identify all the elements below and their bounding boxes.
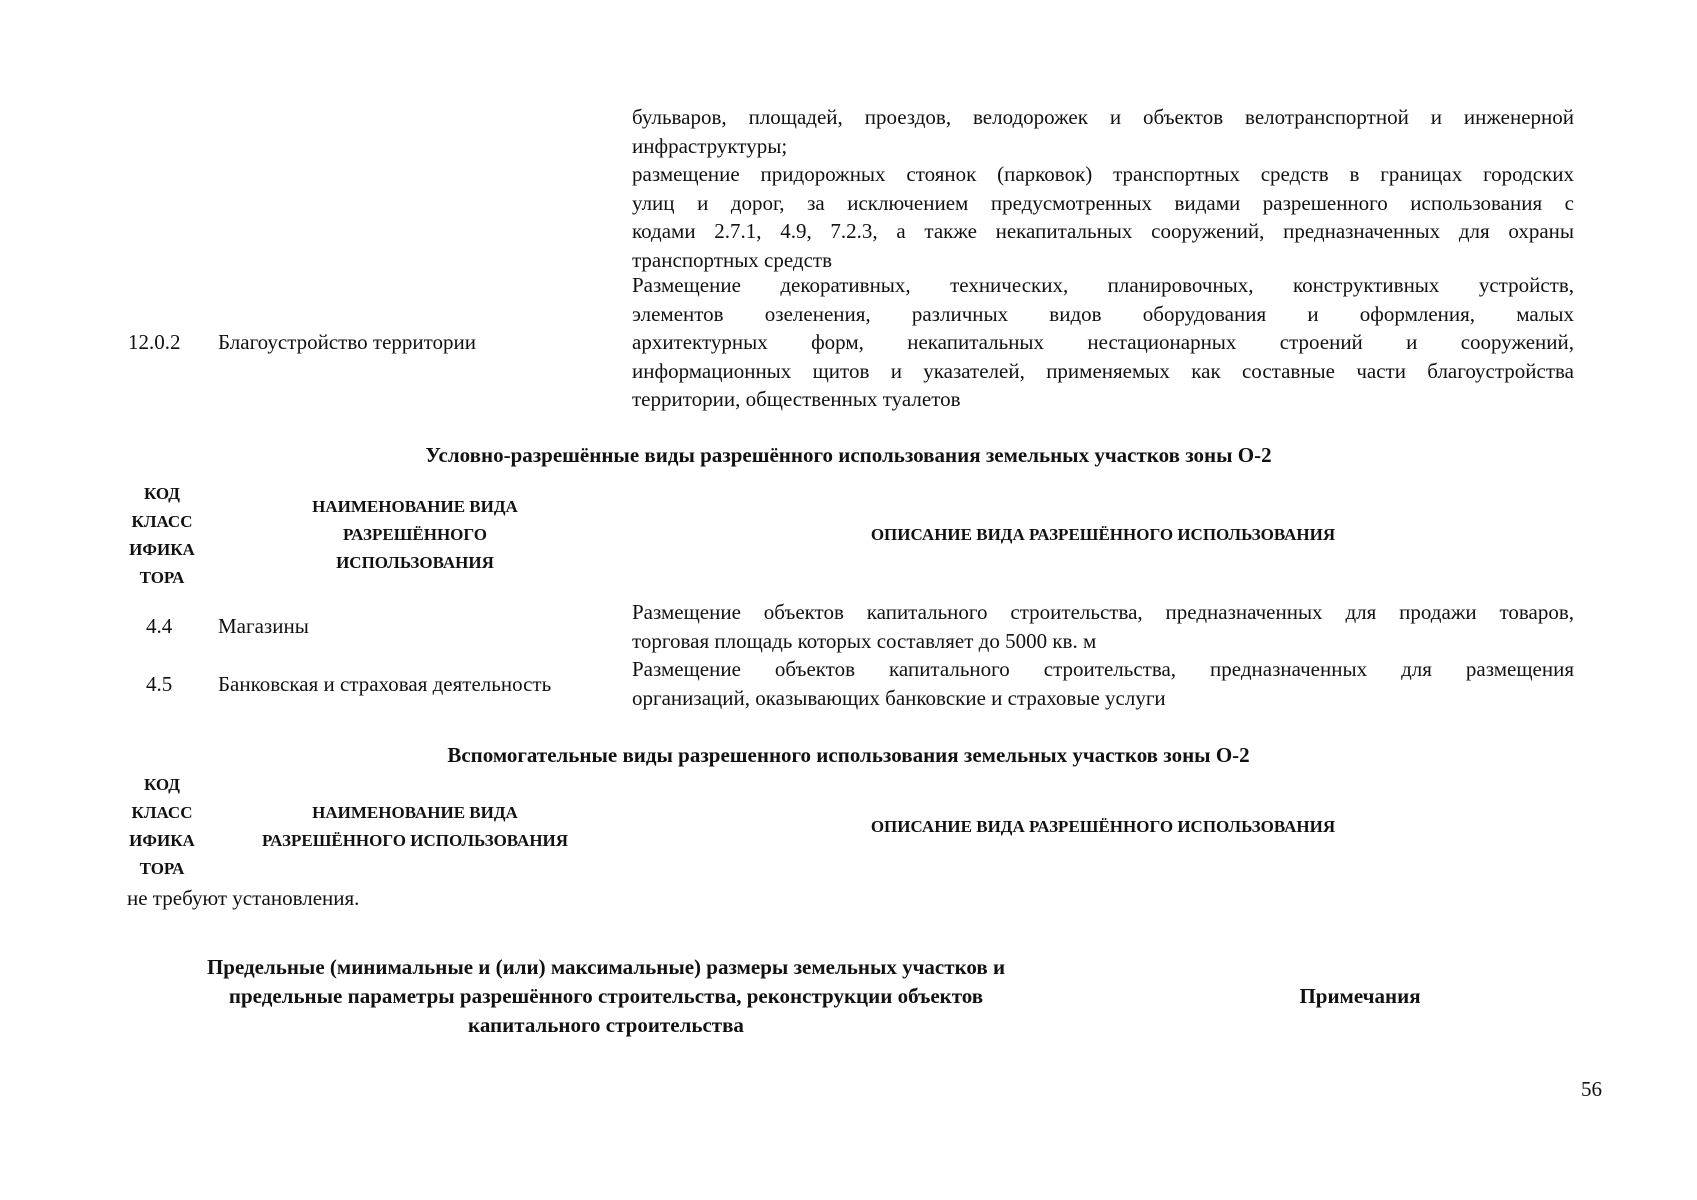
- row-name: Банковская и страховая деятельность: [218, 672, 552, 696]
- section-title-auxiliary: Вспомогательные виды разрешенного использования земельных участков зоны О-2: [447, 743, 1250, 767]
- text-line: бульваров, площадей, проездов, велодорожек и объектов велотранспортной и инженерной: [632, 105, 1574, 129]
- text-line: территории, общественных туалетов: [632, 387, 961, 411]
- text-line: элементов озеленения, различных видов оборудования и оформления, малых: [632, 301, 1574, 326]
- text-line: архитектурных форм, некапитальных нестационарных строений и сооружений,: [632, 330, 1574, 354]
- header-description: ОПИСАНИЕ ВИДА РАЗРЕШЁННОГО ИСПОЛЬЗОВАНИЯ: [870, 817, 1336, 836]
- text-line: торговая площадь которых составляет до 5000 кв. м: [632, 628, 1097, 653]
- header-code: КОД КЛАСС ИФИКА ТОРА: [129, 775, 195, 878]
- section-title-conditional: Условно-разрешённые виды разрешённого использования земельных участков зоны О-2: [425, 443, 1272, 467]
- limits-title: Предельные (минимальные и (или) максимальные) размеры земельных участков и предельные параметры разрешённого строительства, реконструкции объектов капитального строительства: [206, 955, 1006, 1037]
- top-row-description: [632, 103, 1574, 274]
- header-code: КОД КЛАСС ИФИКА ТОРА: [129, 484, 195, 587]
- text-line: информационных щитов и указателей, применяемых как составные части благоустройства: [632, 358, 1574, 383]
- text-line: кодами 2.7.1, 4.9, 7.2.3, а также некапитальных сооружений, предназначенных для охраны: [632, 219, 1574, 243]
- row-name: Благоустройство территории: [218, 330, 476, 354]
- text-line: транспортных средств: [632, 247, 833, 272]
- page-number: 56: [1581, 1077, 1602, 1101]
- auxiliary-note: не требуют установления.: [127, 886, 360, 910]
- header-name: НАИМЕНОВАНИЕ ВИДА РАЗРЕШЁННОГО ИСПОЛЬЗОВАНИЯ: [261, 803, 569, 850]
- text-line: Размещение объектов капитального строительства, предназначенных для размещения: [632, 657, 1574, 681]
- row-description: [632, 598, 1574, 655]
- text-line: инфраструктуры;: [632, 133, 788, 158]
- text-line: улиц и дорог, за исключением предусмотренных видами разрешенного использования с: [632, 190, 1574, 215]
- notes-header: Примечания: [1299, 984, 1421, 1008]
- text-line: Размещение объектов капитального строительства, предназначенных для продажи товаров,: [632, 600, 1574, 624]
- row-name: Магазины: [218, 614, 309, 638]
- text-line: организаций, оказывающих банковские и страховые услуги: [632, 685, 1166, 710]
- row-code: 12.0.2: [128, 330, 181, 354]
- row-code: 4.5: [146, 672, 173, 696]
- text-line: размещение придорожных стоянок (парковок) транспортных средств в границах городских: [632, 162, 1574, 186]
- text-line: Размещение декоративных, технических, планировочных, конструктивных устройств,: [632, 273, 1574, 297]
- row-description: [632, 655, 1574, 712]
- row-code: 4.4: [146, 614, 173, 638]
- header-name: НАИМЕНОВАНИЕ ВИДА РАЗРЕШЁННОГО ИСПОЛЬЗОВАНИЯ: [312, 497, 518, 572]
- header-description: ОПИСАНИЕ ВИДА РАЗРЕШЁННОГО ИСПОЛЬЗОВАНИЯ: [870, 525, 1336, 544]
- row-description: [632, 271, 1574, 414]
